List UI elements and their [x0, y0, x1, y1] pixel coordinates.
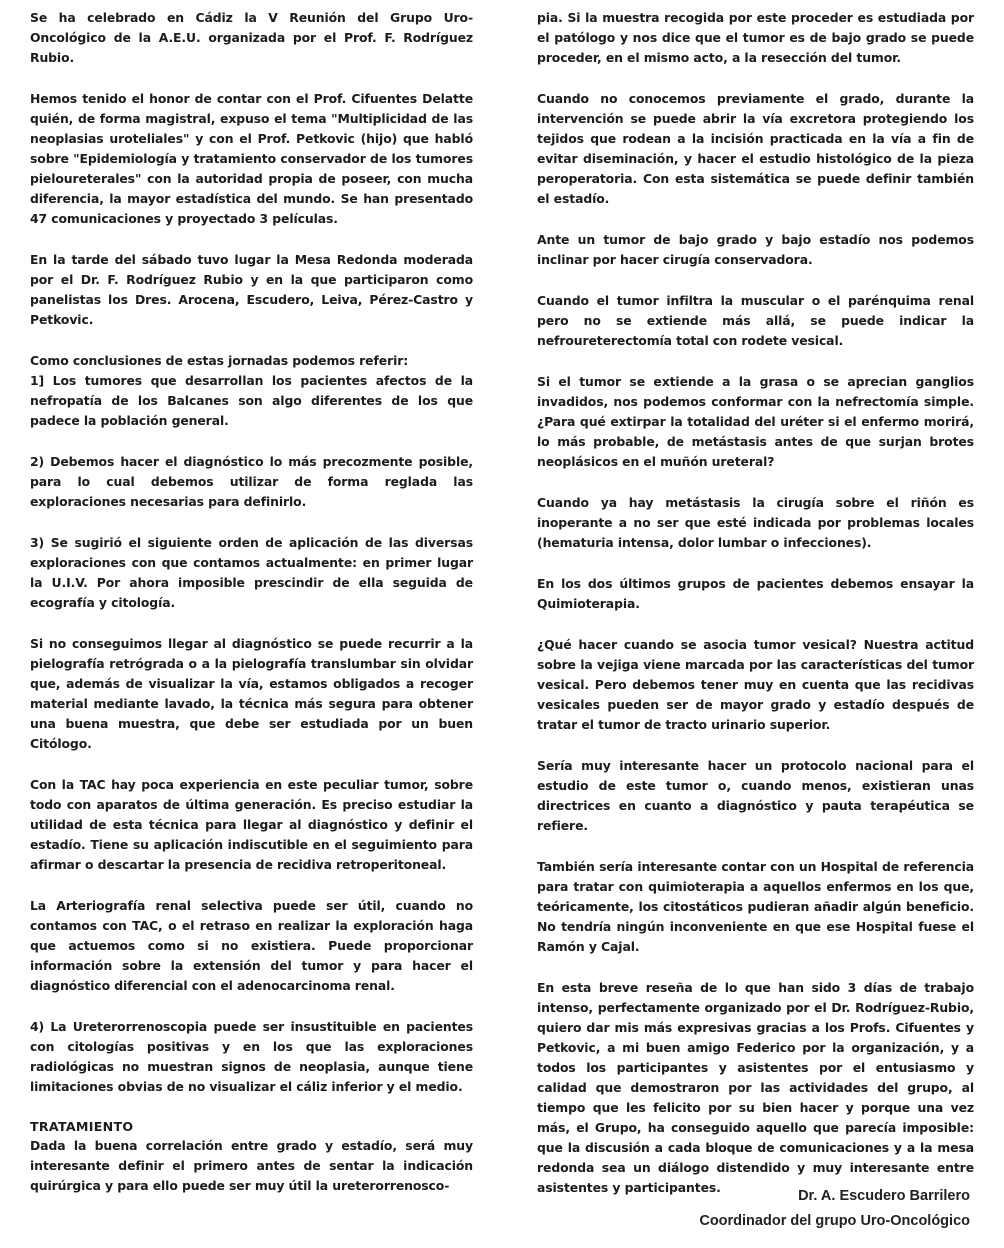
round-table-paragraph: En la tarde del sábado tuvo lugar la Mesa Redonda moderada por el Dr. F. Rodríguez Rubio y en la que participaron como panelistas los Dres. Arocena, Escudero, Leiva, Pérez-Castro y Petkovic. [30, 252, 473, 327]
conclusion-1: 1] Los tumores que desarrollan los pacientes afectos de la nefropatía de los Balcanes son algo diferentes de los que padece la población general. [30, 373, 473, 428]
right-column [537, 8, 974, 1219]
conclusion-3: 3) Se sugirió el siguiente orden de aplicación de las diversas exploraciones con que contamos actualmente: en primer lugar la U.I.V. Por ahora imposible prescindir de ella seguida de ecografía y citología. [30, 535, 473, 610]
bladder-tumor-paragraph: ¿Qué hacer cuando se asocia tumor vesical? Nuestra actitud sobre la vejiga viene marcada por las características del tumor vesical. Pero debemos tener muy en cuenta que las recidivas vesicales pueden ser de mayor grado y estadío después de tratar el tumor de tracto urinario superior. [537, 637, 974, 732]
intro-paragraph: Se ha celebrado en Cádiz la V Reunión del Grupo Uro-Oncológico de la A.E.U. organizada por el Prof. F. Rodríguez Rubio. [30, 10, 473, 65]
conclusion-2: 2) Debemos hacer el diagnóstico lo más precozmente posible, para lo cual debemos utilizar de forma reglada las exploraciones necesarias para definirlo. [30, 454, 473, 509]
treatment-paragraph: Dada la buena correlación entre grado y estadío, será muy interesante definir el primero antes de sentar la indicación quirúrgica y para ello puede ser muy útil la ureterorrenosco- [30, 1138, 473, 1193]
left-column [30, 8, 473, 1196]
tac-paragraph: Con la TAC hay poca experiencia en este peculiar tumor, sobre todo con aparatos de última generación. Es preciso estudiar la utilidad de esta técnica para llegar al diagnóstico y definir el estadío. Tiene su aplicación indiscutible en el seguimiento para afirmar o descartar la presencia de recidiva retroperitoneal. [30, 777, 473, 872]
signature-name: Dr. A. Escudero Barrilero [798, 1188, 970, 1204]
conclusions-intro: Como conclusiones de estas jornadas podemos referir: [30, 353, 409, 368]
muscular-paragraph: Cuando el tumor infiltra la muscular o el parénquima renal pero no se extiende más allá, se puede indicar la nefroureterectomía total con rodete vesical. [537, 293, 974, 348]
low-grade-paragraph: Ante un tumor de bajo grado y bajo estadío nos podemos inclinar por hacer cirugía conservadora. [537, 232, 974, 267]
arteriography-paragraph: La Arteriografía renal selectiva puede ser útil, cuando no contamos con TAC, o el retraso en realizar la exploración haga que actuemos como si no existiera. Puede proporcionar información sobre la extensión del tumor y para hacer el diagnóstico diferencial con el adenocarcinoma renal. [30, 898, 473, 993]
grade-unknown-paragraph: Cuando no conocemos previamente el grado, durante la intervención se puede abrir la vía excretora protegiendo los tejidos que rodean a la incisión practicada en la vía a fin de evitar diseminación, y hacer el estudio histológico de la pieza peroperatoria. Con esta sistemática se puede definir también el estadío. [537, 91, 974, 206]
fat-extension-paragraph: Si el tumor se extiende a la grasa o se aprecian ganglios invadidos, nos podemos conformar con la nefrectomía simple. ¿Para qué extirpar la totalidad del uréter si el enfermo morirá, lo más probable, de metástasis antes de que surjan brotes neoplásicos en el muñón ureteral? [537, 374, 974, 469]
reference-hospital-paragraph: También sería interesante contar con un Hospital de referencia para tratar con quimioterapia a aquellos enfermos en los que, teóricamente, los citostáticos pudieran añadir algún beneficio. No tendría ningún inconveniente en que ese Hospital fuese el Ramón y Cajal. [537, 859, 974, 954]
signature-block [699, 1184, 970, 1234]
metastasis-paragraph: Cuando ya hay metástasis la cirugía sobre el riñón es inoperante a no ser que esté indicada por problemas locales (hematuria intensa, dolor lumbar o infecciones). [537, 495, 974, 550]
retrograde-paragraph: Si no conseguimos llegar al diagnóstico se puede recurrir a la pielografía retrógrada o a la pielografía translumbar sin olvidar que, además de visualizar la vía, estamos obligados a recoger material mediante lavado, la técnica más segura para obtener una buena muestra, que debe ser estudiada por un buen Citólogo. [30, 636, 473, 751]
speakers-paragraph: Hemos tenido el honor de contar con el Prof. Cifuentes Delatte quién, de forma magistral, expuso el tema "Multiplicidad de las neoplasias uroteliales" y con el Prof. Petkovic (hijo) que habló sobre "Epidemiología y tratamiento conservador de los tumores pieloureterales" con la autoridad propia de poseer, con mucha diferencia, la mayor estadística del mundo. Se han presentado 47 comunicaciones y proyectado 3 películas. [30, 91, 473, 226]
chemotherapy-paragraph: En los dos últimos grupos de pacientes debemos ensayar la Quimioterapia. [537, 576, 974, 611]
signature-role: Coordinador del grupo Uro-Oncológico [699, 1213, 970, 1229]
section-heading: TRATAMIENTO [30, 1119, 134, 1134]
protocol-paragraph: Sería muy interesante hacer un protocolo nacional para el estudio de este tumor o, cuando menos, existieran unas directrices en cuanto a diagnóstico y pauta terapéutica se refiere. [537, 758, 974, 833]
closing-paragraph: En esta breve reseña de lo que han sido 3 días de trabajo intenso, perfectamente organizado por el Dr. Rodríguez-Rubio, quiero dar mis más expresivas gracias a los Profs. Cifuentes y Petkovic, a mi buen amigo Federico por la organización, y a todos los participantes y asistentes por el entusiasmo y calidad que demostraron por las actividades del grupo, al tiempo que les felicito por su bien hacer y porque una vez más, el Grupo, ha conseguido aquello que parecía imposible: que la discusión a cada bloque de comunicaciones y a la mesa redonda sea un diálogo distendido y muy interesante entre asistentes y participantes. [537, 980, 974, 1195]
continuation-paragraph: pia. Si la muestra recogida por este proceder es estudiada por el patólogo y nos dice que el tumor es de bajo grado se puede proceder, en el mismo acto, a la resección del tumor. [537, 10, 974, 65]
conclusion-4: 4) La Ureterorrenoscopia puede ser insustituible en pacientes con citologías positivas y en los que las exploraciones radiológicas no muestran signos de neoplasia, aunque tiene limitaciones obvias de no visualizar el cáliz inferior y el medio. [30, 1019, 473, 1094]
